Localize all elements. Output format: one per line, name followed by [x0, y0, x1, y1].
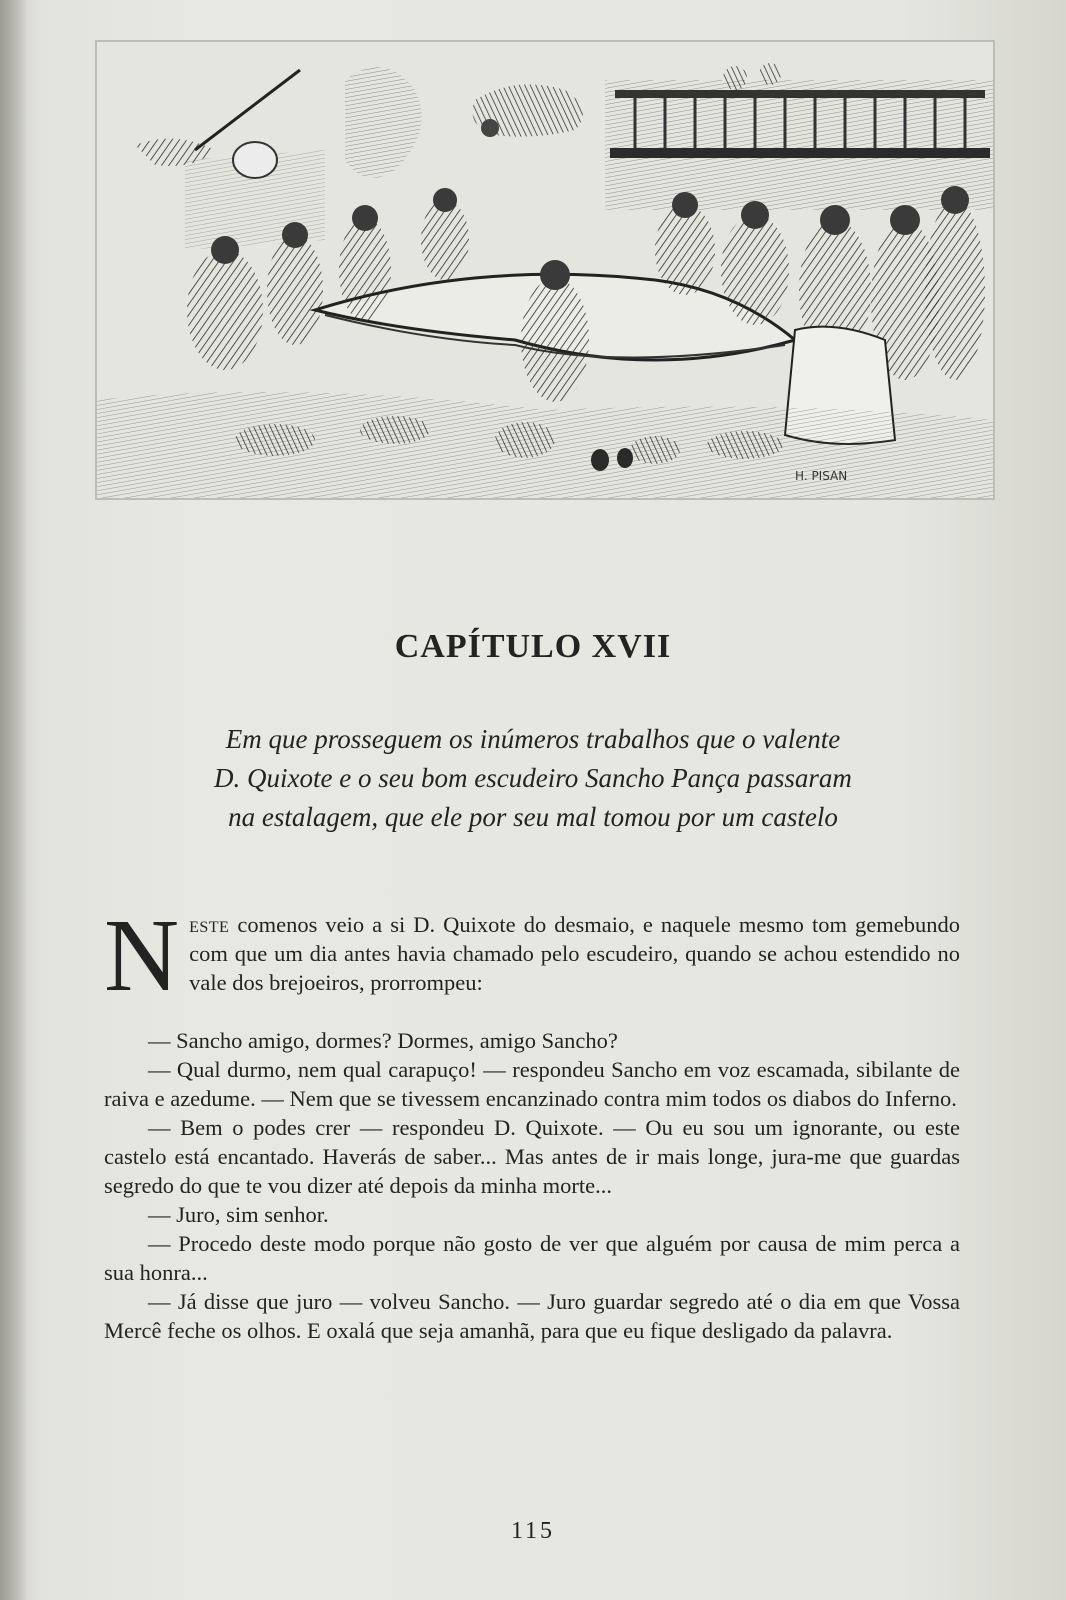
engraving-signature: H. PISAN: [795, 469, 848, 483]
subtitle-line: na estalagem, que ele por seu mal tomou por um castelo: [228, 802, 838, 832]
paragraph-text: comenos veio a si D. Quixote do desmaio, e naquele mesmo tom gemebundo com que um dia antes havia chamado pelo escudeiro, quando se achou estendido no vale dos brejoeiros, prorrompeu:: [189, 912, 960, 995]
chapter-title: CAPÍTULO XVII: [394, 628, 672, 665]
sancho-blanket-toss-engraving: [95, 40, 995, 500]
dialogue-paragraph: — Juro, sim senhor.: [148, 1202, 329, 1227]
spine-shadow: [0, 0, 28, 1600]
opening-paragraph: [104, 898, 960, 1026]
subtitle-line: Em que prosseguem os inúmeros trabalhos que o valente: [225, 724, 841, 754]
drop-cap: N: [104, 898, 180, 1013]
dialogue-paragraph: — Já disse que juro — volveu Sancho. — Juro guardar segredo até o dia em que Vossa Mercê feche os olhos. E oxalá que seja amanhã, para que eu fique desligado da palavra.: [104, 1289, 960, 1343]
opening-small-caps: este: [189, 912, 230, 937]
dialogue-paragraph: — Procedo deste modo porque não gosto de ver que alguém por causa de mim perca a sua honra...: [104, 1231, 960, 1285]
page-number: 115: [510, 1518, 556, 1544]
engraving-illustration: [95, 40, 995, 500]
chapter-body: [104, 898, 960, 1345]
chapter-subtitle: [120, 720, 946, 837]
subtitle-line: D. Quixote e o seu bom escudeiro Sancho Pança passaram: [214, 763, 852, 793]
dialogue-paragraph: — Bem o podes crer — respondeu D. Quixote. — Ou eu sou um ignorante, ou este castelo está encantado. Haverás de saber... Mas antes de ir mais longe, jura-me que guardas segredo do que te vou dizer até depois da minha morte...: [104, 1115, 960, 1198]
dialogue-paragraph: — Qual durmo, nem qual carapuço! — respondeu Sancho em voz escamada, sibilante de raiva e azedume. — Nem que se tivessem encanzinado contra mim todos os diabos do Inferno.: [104, 1057, 960, 1111]
dialogue-paragraph: — Sancho amigo, dormes? Dormes, amigo Sancho?: [148, 1028, 618, 1053]
